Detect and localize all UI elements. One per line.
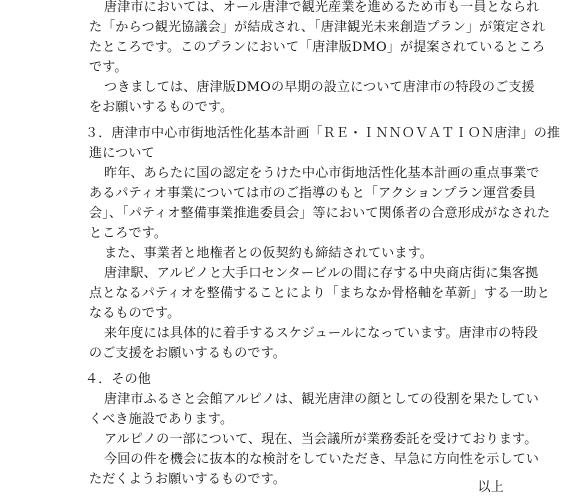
text-line: た「からつ観光協議会」が結成され、「唐津観光未来創造プラン」が策定され: [89, 20, 546, 35]
closing-word: 以上: [477, 480, 504, 495]
text-line: あるパティオ事業については市のご指導のもと「アクションプラン運営委員: [89, 186, 536, 201]
text-line: 昨年、あらたに国の認定をうけた中心市街地活性化基本計画の重点事業で: [104, 166, 540, 181]
text-line: アルピノの一部について、現在、当会議所が業務委託を受けております。: [104, 432, 538, 447]
text-line: ただくようお願いするものです。: [89, 472, 286, 487]
text-line: 唐津市においては、オール唐津で観光産業を進めるため市も一員となられ: [104, 0, 540, 15]
text-line: です。: [89, 60, 128, 75]
text-line: なるものです。: [89, 306, 181, 321]
text-line: また、事業者と地権者との仮契約も締結されています。: [104, 246, 433, 261]
text-line: 今回の件を機会に抜本的な検討をしていただき、早急に方向性を示してい: [104, 452, 540, 467]
text-line: 来年度には具体的に着手するスケジュールになっています。唐津市の特段: [104, 326, 538, 341]
text-line: 唐津駅、アルピノと大手口センタービルの間に存する中央商店街に集客拠: [104, 266, 539, 281]
text-line: 会」、「パティオ整備事業推進委員会」等において関係者の合意形成がなされた: [89, 206, 551, 221]
text-line: たところです。このプランにおいて「唐津版DMO」が提案されているところ: [89, 40, 546, 55]
section-heading-4: ４．その他: [85, 372, 152, 387]
text-line: をお願いするものです。: [89, 100, 234, 115]
text-line: 点となるパティオを整備することにより「まちなか骨格軸を革新」する一助と: [89, 286, 550, 301]
text-line: つきましては、唐津版DMOの早期の設立について唐津市の特段のご支援: [104, 80, 535, 95]
text-line: のご支援をお願いするものです。: [89, 346, 286, 361]
text-line: くべき施設であります。: [89, 412, 234, 427]
section-heading-3: ３．唐津市中心市街地活性化基本計画「ＲＥ・ＩＮＮＯＶＡＴＩＯＮ唐津」の推: [85, 126, 561, 141]
section-heading-3-cont: 進について: [89, 146, 155, 161]
text-line: 唐津市ふるさと会館アルピノは、観光唐津の顔としての役割を果たしてい: [104, 392, 539, 407]
text-line: ところです。: [89, 226, 168, 241]
